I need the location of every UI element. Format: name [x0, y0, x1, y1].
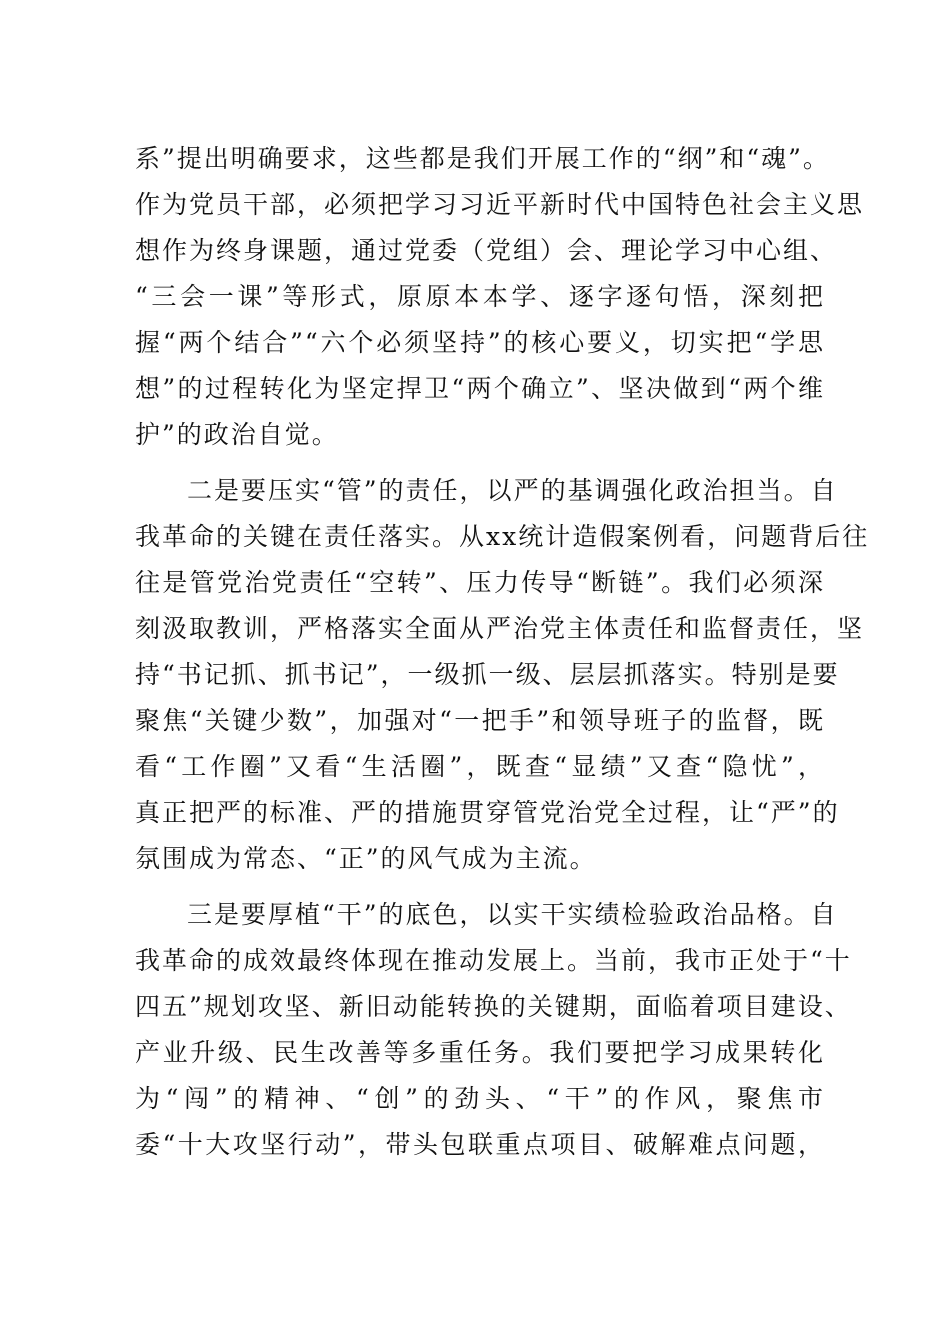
paragraph-2-line-3: 往是管党治党责任“空转”、压力传导“断链”。我们必须深 [135, 568, 825, 597]
paragraph-1-line-1: 系”提出明确要求，这些都是我们开展工作的“纲”和“魂”。 [135, 144, 830, 173]
paragraph-2-line-2: 我革命的关键在责任落实。从xx统计造假案例看，问题背后往 [135, 522, 870, 551]
paragraph-2-line-6: 聚焦“关键少数”，加强对“一把手”和领导班子的监督，既 [135, 706, 825, 735]
paragraph-3-line-1: 三是要厚植“干”的底色，以实干实绩检验政治品格。自 [187, 900, 838, 929]
paragraph-1-line-3: 想作为终身课题，通过党委（党组）会、理论学习中心组、 [135, 236, 838, 265]
paragraph-gap [135, 882, 825, 892]
paragraph-2-line-8: 真正把严的标准、严的措施贯穿管党治党全过程，让“严”的 [135, 798, 840, 827]
paragraph-3 [135, 892, 852, 1168]
paragraph-1 [135, 136, 865, 458]
paragraph-2 [135, 468, 870, 882]
paragraph-3-line-3: 四五”规划攻坚、新旧动能转换的关键期，面临着项目建设、 [135, 992, 852, 1021]
paragraph-2-line-4: 刻汲取教训，严格落实全面从严治党主体责任和监督责任，坚 [135, 614, 865, 643]
paragraph-3-line-6: 委“十大攻坚行动”，带头包联重点项目、破解难点问题， [135, 1130, 825, 1159]
paragraph-2-line-9: 氛围成为常态、“正”的风气成为主流。 [135, 844, 597, 873]
paragraph-3-line-4: 产业升级、民生改善等多重任务。我们要把学习成果转化 [135, 1038, 825, 1067]
paragraph-1-line-2: 作为党员干部，必须把学习习近平新时代中国特色社会主义思 [135, 190, 865, 219]
document-body [135, 136, 870, 1168]
paragraph-2-line-5: 持“书记抓、抓书记”，一级抓一级、层层抓落实。特别是要 [135, 660, 840, 689]
paragraph-2-line-1: 二是要压实“管”的责任，以严的基调强化政治担当。自 [187, 476, 838, 505]
paragraph-2-line-7: 看“工作圈”又看“生活圈”，既查“显绩”又查“隐忧”， [135, 752, 825, 781]
paragraph-3-line-2: 我革命的成效最终体现在推动发展上。当前，我市正处于“十 [135, 946, 852, 975]
paragraph-1-line-6: 想”的过程转化为坚定捍卫“两个确立”、坚决做到“两个维 [135, 374, 825, 403]
paragraph-1-line-7: 护”的政治自觉。 [135, 420, 339, 449]
paragraph-3-line-5: 为“闯”的精神、“创”的劲头、“干”的作风，聚焦市 [135, 1084, 825, 1113]
paragraph-1-line-5: 握“两个结合”“六个必须坚持”的核心要义，切实把“学思 [135, 328, 825, 357]
paragraph-gap [135, 458, 825, 468]
paragraph-1-line-4: “三会一课”等形式，原原本本学、逐字逐句悟，深刻把 [135, 282, 825, 311]
